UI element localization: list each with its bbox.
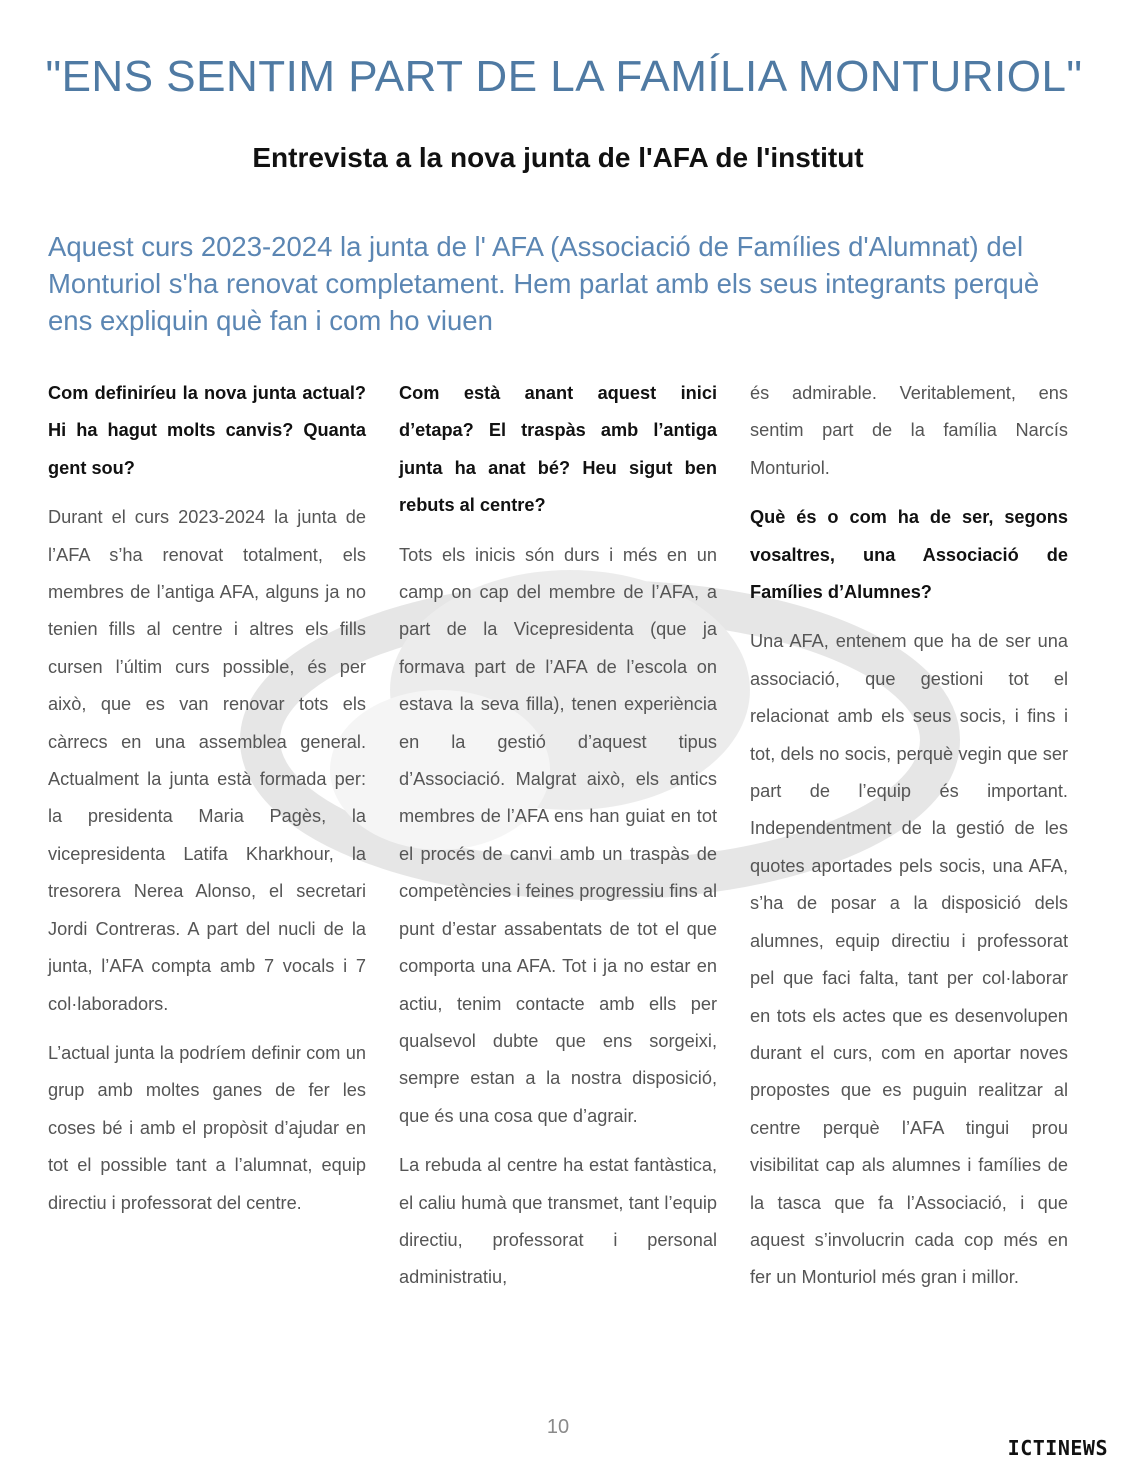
interview-question: Com està anant aquest inici d’etapa? El traspàs amb l’antiga junta ha anat bé? Heu sigut ben rebuts al centre? [399, 383, 717, 516]
interview-question: Com definiríeu la nova junta actual? Hi ha hagut molts canvis? Quanta gent sou? [48, 383, 366, 478]
interview-answer: Durant el curs 2023-2024 la junta de l’AFA s’ha renovat totalment, els membres de l’antiga AFA, alguns ja no tenien fills al centre i altres els fills cursen l’últim curs possible, és per això, que es van renovar tots els càrrecs en una assemblea general. Actualment la junta està formada per: la presidenta Maria Pagès, la vicepresidenta Latifa Kharkhour, la tresorera Nerea Alonso, el secretari Jordi Contreras. A part del nucli de la junta, l’AFA compta amb 7 vocals i 7 col·laboradors. [48, 507, 366, 1014]
article-intro: Aquest curs 2023-2024 la junta de l' AFA (Associació de Famílies d'Alumnat) del Monturiol s'ha renovat completament. Hem parlat amb els seus integrants perquè ens expliquin què fan i com ho viuen [48, 231, 1040, 336]
text-column-2 [399, 375, 717, 1309]
interview-answer: és admirable. Veritablement, ens sentim part de la família Narcís Monturiol. [750, 383, 1068, 478]
article-subtitle: Entrevista a la nova junta de l'AFA de l'institut [252, 142, 864, 173]
page-number: 10 [546, 1416, 570, 1438]
interview-answer: Tots els inicis són durs i més en un camp on cap del membre de l’AFA, a part de la Vicepresidenta (que ja formava part de l’AFA de l’escola on estava la seva filla), tenen experiència en la gestió d’aquest tipus d’Associació. Malgrat això, els antics membres de l’AFA ens han guiat en tot el procés de canvi amb un traspàs de competències i feines progressiu fins al punt d’estar assabentats de tot el que comporta una AFA. Tot i ja no estar en actiu, tenim contacte amb ells per qualsevol dubte que ens sorgeixi, sempre estan a la nostra disposició, que és una cosa que d’agrair. [399, 544, 717, 1126]
interview-question: Què és o com ha de ser, segons vosaltres, una Associació de Famílies d’Alumnes? [750, 507, 1068, 603]
interview-answer: L’actual junta la podríem definir com un grup amb moltes ganes de fer les coses bé i amb el propòsit d’ajudar en tot el possible tant a l’alumnat, equip directiu i professorat del centre. [48, 1042, 366, 1213]
interview-answer: Una AFA, entenem que ha de ser una associació, que gestioni tot el relacionat amb els seus socis, i fins i tot, dels no socis, perquè vegin que ser part de l’equip és important. Independentment de la gestió de les quotes aportades pels socis, una AFA, s’ha de posar a la disposició dels alumnes, equip directiu i professorat pel que faci falta, tant per col·laborar en tots els actes que es desenvolupen durant el curs, com en aportar noves propostes que es puguin realitzar al centre perquè l’AFA tingui prou visibilitat cap als alumnes i famílies de la tasca que fa l’Associació, i que aquest s’involucrin cada cop més en fer un Monturiol més gran i millor. [750, 631, 1068, 1288]
text-column-1 [48, 375, 366, 1234]
page-title: "ENS SENTIM PART DE LA FAMÍLIA MONTURIOL" [45, 52, 1083, 101]
magazine-brand: ICTINEWS [1007, 1436, 1108, 1460]
interview-answer: La rebuda al centre ha estat fantàstica, el caliu humà que transmet, tant l’equip directiu, professorat i personal administratiu, [399, 1155, 717, 1288]
text-column-3 [750, 375, 1068, 1309]
